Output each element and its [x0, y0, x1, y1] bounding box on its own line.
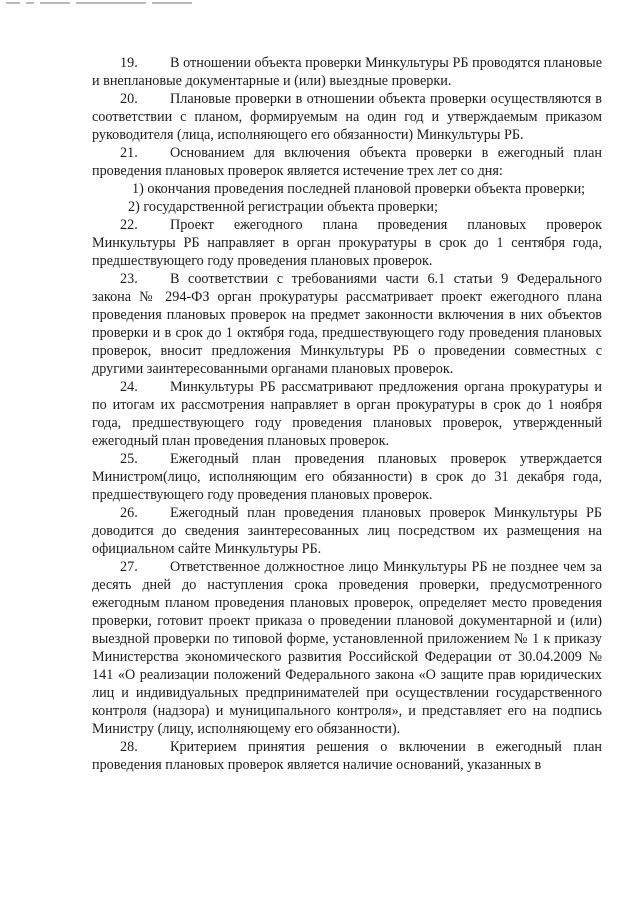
paragraph-26	[92, 504, 602, 558]
paragraph-text: В отношении объекта проверки Минкультуры РБ проводятся плановые и внеплановые документарные и (или) выездные проверки.	[92, 55, 602, 89]
subitem-text: 1) окончания проведения последней плановой проверки объекта проверки;	[132, 181, 586, 197]
paragraph-24	[92, 378, 602, 450]
paragraph-20	[92, 90, 602, 144]
paragraph-number: 25.	[120, 451, 138, 467]
paragraph-21	[92, 144, 602, 180]
paragraph-23	[92, 270, 602, 378]
paragraph-number: 27.	[120, 559, 138, 575]
paragraph-text: В соответствии с требованиями части 6.1 статьи 9 Федерального закона № 294-ФЗ орган прокуратуры рассматривает проект ежегодного плана проведения плановых проверок на предмет законности включения в них объектов проверки и в срок до 1 октября года, предшествующего году проведения плановых проверок, вносит предложения Минкультуры РБ о проведении совместных с другими заинтересованными органами плановых проверок.	[92, 271, 602, 377]
paragraph-text: Критерием принятия решения о включении в ежегодный план проведения плановых проверок является наличие оснований, указанных в	[92, 739, 602, 773]
paragraph-number: 23.	[120, 271, 138, 287]
paragraph-text: Основанием для включения объекта проверки в ежегодный план проведения плановых проверок является истечение трех лет со дня:	[92, 145, 602, 179]
subitem-2	[92, 198, 602, 216]
paragraph-number: 20.	[120, 91, 138, 107]
paragraph-25	[92, 450, 602, 504]
paragraph-text: Ежегодный план проведения плановых проверок Минкультуры РБ доводится до сведения заинтересованных лиц посредством их размещения на официальном сайте Минкультуры РБ.	[92, 505, 602, 557]
paragraph-27	[92, 558, 602, 738]
paragraph-number: 28.	[120, 739, 138, 755]
paragraph-number: 19.	[120, 55, 138, 71]
scan-header-marks	[6, 2, 216, 6]
paragraph-text: Плановые проверки в отношении объекта проверки осуществляются в соответствии с планом, формируемым на один год и утверждаемым приказом руководителя (лица, исполняющего его обязанности) Минкультуры РБ.	[92, 91, 602, 143]
paragraph-28	[92, 738, 602, 774]
paragraph-number: 26.	[120, 505, 138, 521]
paragraph-text: Проект ежегодного плана проведения плановых проверок Минкультуры РБ направляет в орган прокуратуры в срок до 1 сентября года, предшествующего году проведения плановых проверок.	[92, 217, 602, 269]
subitem-text: 2) государственной регистрации объекта проверки;	[128, 199, 438, 215]
paragraph-text: Ежегодный план проведения плановых проверок утверждается Министром(лицо, исполняющим его обязанности) в срок до 31 декабря года, предшествующего году проведения плановых проверок.	[92, 451, 602, 503]
subitem-1	[92, 180, 602, 198]
paragraph-number: 22.	[120, 217, 138, 233]
paragraph-text: Ответственное должностное лицо Минкультуры РБ не позднее чем за десять дней до наступления срока проведения проверки, предусмотренного ежегодным планом проведения плановых проверок, определяет место проведения проверки, готовит проект приказа о проведении плановой документарной и (или) выездной проверки по типовой форме, установленной приложением № 1 к приказу Министерства экономического развития Российской Федерации от 30.04.2009 № 141 «О реализации положений Федерального закона «О защите прав юридических лиц и индивидуальных предпринимателей при осуществлении государственного контроля (надзора) и муниципального контроля», и представляет его на подпись Министру (лицу, исполняющему его обязанности).	[92, 559, 602, 737]
paragraph-19	[92, 54, 602, 90]
paragraph-number: 24.	[120, 379, 138, 395]
paragraph-22	[92, 216, 602, 270]
paragraph-text: Минкультуры РБ рассматривают предложения органа прокуратуры и по итогам их рассмотрения направляет в орган прокуратуры в срок до 1 ноября года, предшествующего году проведения плановых проверок, утвержденный ежегодный план проведения плановых проверок.	[92, 379, 602, 449]
document-body	[92, 54, 602, 774]
paragraph-number: 21.	[120, 145, 138, 161]
